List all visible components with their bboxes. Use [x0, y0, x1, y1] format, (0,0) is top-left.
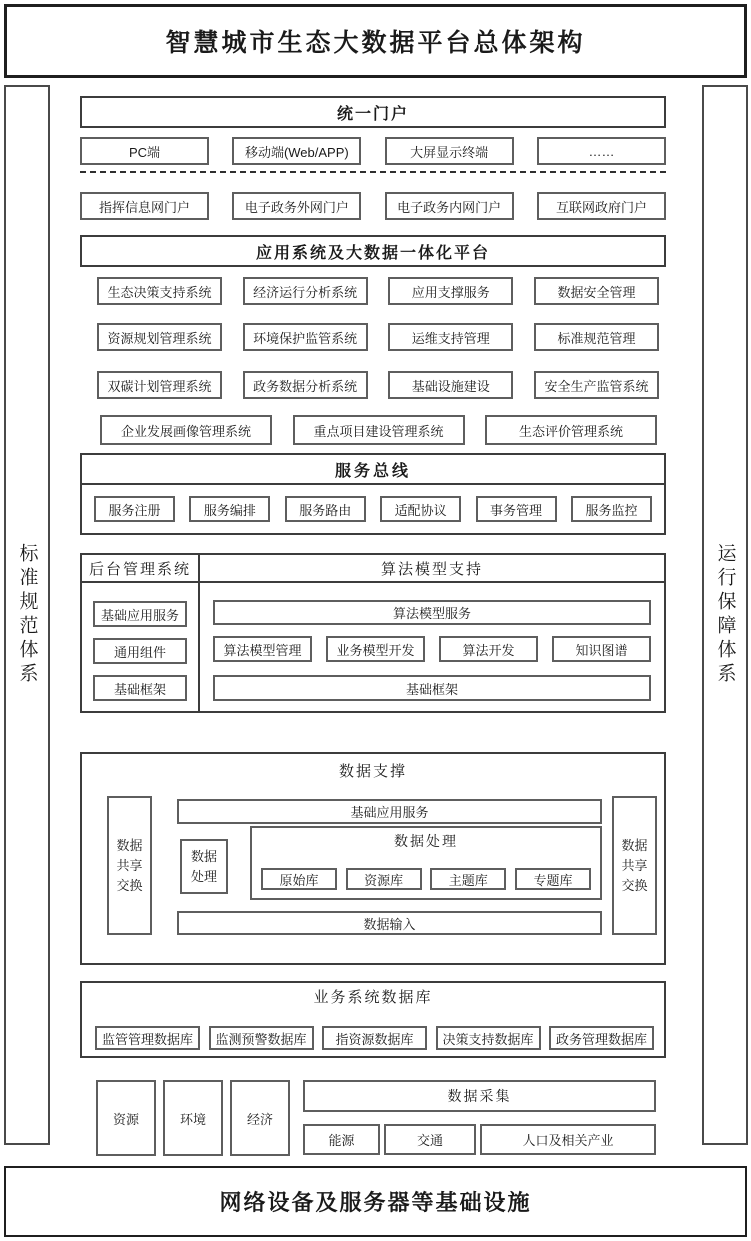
algorithm-box: 算法模型管理: [213, 636, 312, 662]
data-process-small-label: 数据处理: [190, 848, 217, 884]
portal-header: 统一门户: [80, 96, 666, 128]
algorithm-header: 算法模型支持: [200, 555, 664, 583]
data-share-exchange-left: [107, 796, 152, 935]
data-collection-group: [303, 1080, 656, 1155]
service-box: 服务路由: [285, 496, 366, 522]
app-box: 应用支撑服务: [388, 277, 513, 305]
database-box: 监管管理数据库: [95, 1026, 200, 1050]
app-row-1: [80, 277, 666, 305]
data-process-header: 数据处理: [394, 835, 458, 850]
app-box: 运维支持管理: [388, 323, 513, 351]
terminal-box-more: ……: [537, 137, 666, 165]
library-box: 资源库: [346, 868, 422, 890]
portal-row: [80, 192, 666, 220]
domain-box-environment: 环境: [163, 1080, 223, 1156]
algorithm-service-bar: 算法模型服务: [213, 600, 651, 625]
basic-app-service-bar: 基础应用服务: [177, 799, 602, 824]
backend-body: [82, 583, 198, 711]
backend-box: 通用组件: [93, 638, 187, 664]
pillar-operations: 运行保障体系: [702, 85, 748, 1145]
domain-box-economy: 经济: [230, 1080, 290, 1156]
portal-box-command: 指挥信息网门户: [80, 192, 209, 220]
library-box: 主题库: [430, 868, 506, 890]
collection-box-traffic: 交通: [384, 1124, 476, 1155]
data-collection-row: [303, 1124, 656, 1155]
app-box-wide: 重点项目建设管理系统: [293, 415, 465, 445]
terminal-box-bigscreen: 大屏显示终端: [385, 137, 514, 165]
app-box: 安全生产监管系统: [534, 371, 659, 399]
algorithm-box: 算法开发: [439, 636, 538, 662]
data-collection-strip: [80, 1080, 666, 1156]
domain-box-resource: 资源: [96, 1080, 156, 1156]
algorithm-framework-bar: 基础框架: [213, 675, 651, 701]
data-support-middle: [177, 799, 602, 939]
business-db-row: [82, 1026, 664, 1050]
pillar-standards: 标准规范体系: [4, 85, 50, 1145]
collection-box-energy: 能源: [303, 1124, 380, 1155]
service-bus-header: 服务总线: [82, 455, 664, 485]
data-share-exchange-label: 数据共享交换: [116, 837, 143, 893]
app-platform-header: 应用系统及大数据一体化平台: [80, 235, 666, 267]
app-box: 经济运行分析系统: [243, 277, 368, 305]
app-row-wide: [80, 415, 666, 445]
data-support-panel: [80, 752, 666, 965]
data-process-small-box: [180, 839, 228, 894]
diagram-title: 智慧城市生态大数据平台总体架构: [4, 4, 747, 78]
portal-box-intranet: 电子政务内网门户: [385, 192, 514, 220]
data-collection-header: 数据采集: [303, 1080, 656, 1112]
terminal-box-mobile: 移动端(Web/APP): [232, 137, 361, 165]
backend-column: [82, 555, 200, 711]
data-process-panel: [250, 826, 602, 900]
service-box: 事务管理: [476, 496, 557, 522]
algorithm-body: [200, 583, 664, 711]
service-box: 服务编排: [189, 496, 270, 522]
database-box: 决策支持数据库: [436, 1026, 541, 1050]
main-column: [80, 96, 666, 1156]
algorithm-box: 知识图谱: [552, 636, 651, 662]
backend-box: 基础应用服务: [93, 601, 187, 627]
infrastructure-bar: 网络设备及服务器等基础设施: [4, 1166, 747, 1237]
collection-box-population: 人口及相关产业: [480, 1124, 656, 1155]
service-bus-row: [82, 485, 664, 533]
service-bus-panel: [80, 453, 666, 535]
app-box: 生态决策支持系统: [97, 277, 222, 305]
algorithm-box: 业务模型开发: [326, 636, 425, 662]
business-db-header: 业务系统数据库: [313, 990, 433, 1006]
dashed-divider: [80, 171, 666, 173]
app-row-3: [80, 371, 666, 399]
backend-header: 后台管理系统: [82, 555, 198, 583]
data-share-exchange-label: 数据共享交换: [621, 837, 648, 893]
business-db-panel: [80, 981, 666, 1058]
portal-box-internet: 互联网政府门户: [537, 192, 666, 220]
app-box-wide: 企业发展画像管理系统: [100, 415, 272, 445]
data-support-header: 数据支撑: [338, 764, 407, 780]
library-box: 原始库: [261, 868, 337, 890]
database-box: 监测预警数据库: [209, 1026, 314, 1050]
app-box: 资源规划管理系统: [97, 323, 222, 351]
app-box-wide: 生态评价管理系统: [485, 415, 657, 445]
portal-box-extranet: 电子政务外网门户: [232, 192, 361, 220]
service-box: 服务注册: [94, 496, 175, 522]
app-box: 数据安全管理: [534, 277, 659, 305]
app-box: 标准规范管理: [534, 323, 659, 351]
app-row-2: [80, 323, 666, 351]
algorithm-column: [200, 555, 664, 711]
database-box: 政务管理数据库: [549, 1026, 654, 1050]
algorithm-row: [213, 636, 651, 662]
backend-algorithm-panel: [80, 553, 666, 713]
app-box: 双碳计划管理系统: [97, 371, 222, 399]
app-box: 环境保护监管系统: [243, 323, 368, 351]
data-process-row: [261, 868, 591, 890]
service-box: 服务监控: [571, 496, 652, 522]
app-box: 政务数据分析系统: [243, 371, 368, 399]
data-input-bar: 数据输入: [177, 911, 602, 935]
data-share-exchange-right: [612, 796, 657, 935]
terminal-box-pc: PC端: [80, 137, 209, 165]
service-box: 适配协议: [380, 496, 461, 522]
terminal-row: [80, 137, 666, 165]
database-box: 指资源数据库: [322, 1026, 427, 1050]
app-box: 基础设施建设: [388, 371, 513, 399]
library-box: 专题库: [515, 868, 591, 890]
backend-box: 基础框架: [93, 675, 187, 701]
